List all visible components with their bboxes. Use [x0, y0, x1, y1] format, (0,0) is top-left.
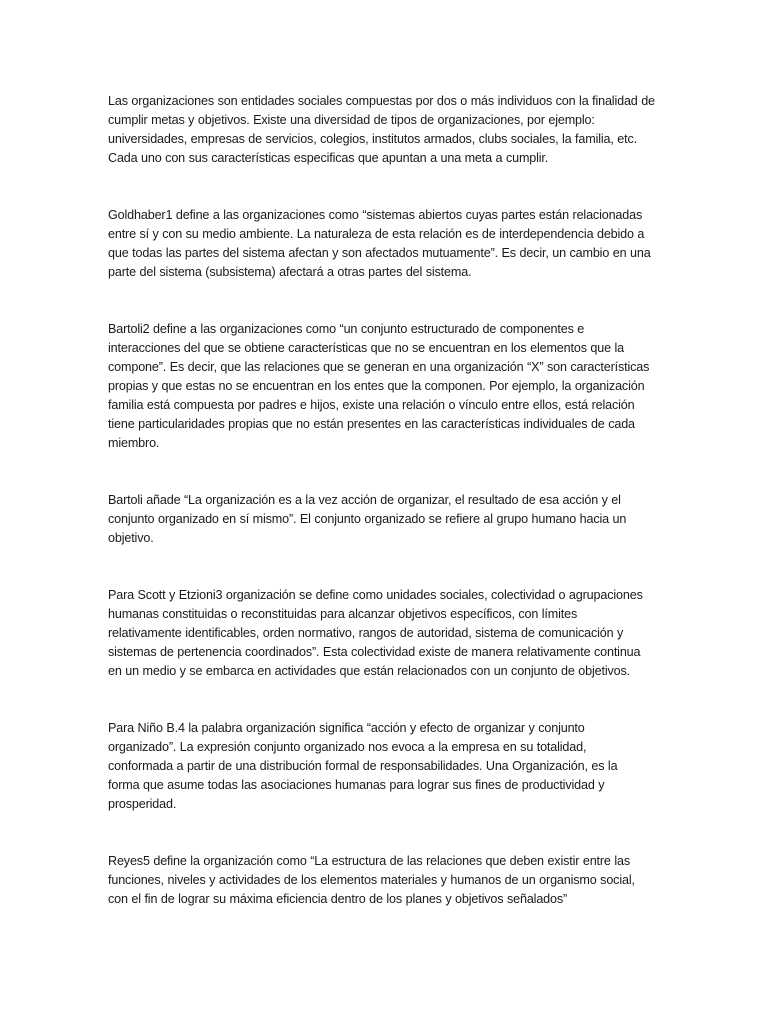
text-line: miembro.	[108, 436, 160, 450]
text-line: Para Niño B.4 la palabra organización significa “acción y efecto de organizar y conjunto	[108, 721, 585, 735]
text-line: organizado”. La expresión conjunto organizado nos evoca a la empresa en su totalidad,	[108, 740, 587, 754]
text-line: funciones, niveles y actividades de los elementos materiales y humanos de un organismo social,	[108, 873, 635, 887]
text-line: conjunto organizado en sí mismo”. El conjunto organizado se refiere al grupo humano hacia un	[108, 512, 627, 526]
document-page	[108, 92, 668, 947]
text-line: Las organizaciones son entidades sociales compuestas por dos o más individuos con la finalidad de	[108, 94, 655, 108]
text-line: Para Scott y Etzioni3 organización se define como unidades sociales, colectividad o agrupaciones	[108, 588, 643, 602]
text-line: relativamente identificables, orden normativo, rangos de autoridad, sistema de comunicación y	[108, 626, 624, 640]
paragraph-4	[108, 491, 668, 548]
paragraph-7	[108, 852, 668, 909]
paragraph-2	[108, 206, 668, 282]
text-line: Cada uno con sus características especificas que apuntan a una meta a cumplir.	[108, 151, 549, 165]
paragraph-3	[108, 320, 668, 453]
paragraph-5	[108, 586, 668, 681]
text-line: objetivo.	[108, 531, 154, 545]
text-line: humanas constituidas o reconstituidas para alcanzar objetivos específicos, con límites	[108, 607, 578, 621]
text-line: forma que asume todas las asociaciones humanas para lograr sus fines de productividad y	[108, 778, 605, 792]
text-line: parte del sistema (subsistema) afectará a otras partes del sistema.	[108, 265, 472, 279]
text-line: propias y que estas no se encuentran en los entes que la componen. Por ejemplo, la organización	[108, 379, 645, 393]
text-line: interacciones del que se obtiene características que no se encuentran en los elementos que la	[108, 341, 625, 355]
text-line: Bartoli2 define a las organizaciones como “un conjunto estructurado de componentes e	[108, 322, 585, 336]
paragraph-1	[108, 92, 668, 168]
text-line: Bartoli añade “La organización es a la vez acción de organizar, el resultado de esa acción y el	[108, 493, 621, 507]
text-line: familia está compuesta por padres e hijos, existe una relación o vínculo entre ellos, está relación	[108, 398, 635, 412]
text-line: Goldhaber1 define a las organizaciones como “sistemas abiertos cuyas partes están relacionadas	[108, 208, 643, 222]
paragraph-6	[108, 719, 668, 814]
text-line: compone”. Es decir, que las relaciones que se generan en una organización “X” son características	[108, 360, 650, 374]
text-line: que todas las partes del sistema afectan y son afectados mutuamente”. Es decir, un cambio en una	[108, 246, 651, 260]
text-line: entre sí y con su medio ambiente. La naturaleza de esta relación es de interdependencia debido a	[108, 227, 645, 241]
text-line: prosperidad.	[108, 797, 177, 811]
text-line: conformada a partir de una distribución formal de responsabilidades. Una Organización, es la	[108, 759, 618, 773]
text-line: tiene particularidades propias que no están presentes en las características individuales de cada	[108, 417, 635, 431]
text-line: Reyes5 define la organización como “La estructura de las relaciones que deben existir entre las	[108, 854, 630, 868]
text-line: con el fin de lograr su máxima eficiencia dentro de los planes y objetivos señalados”	[108, 892, 568, 906]
text-line: cumplir metas y objetivos. Existe una diversidad de tipos de organizaciones, por ejemplo:	[108, 113, 595, 127]
text-line: sistemas de pertenencia coordinados”. Esta colectividad existe de manera relativamente continua	[108, 645, 641, 659]
text-line: en un medio y se embarca en actividades que están relacionados con un conjunto de objetivos.	[108, 664, 630, 678]
text-line: universidades, empresas de servicios, colegios, institutos armados, clubs sociales, la familia, etc.	[108, 132, 637, 146]
